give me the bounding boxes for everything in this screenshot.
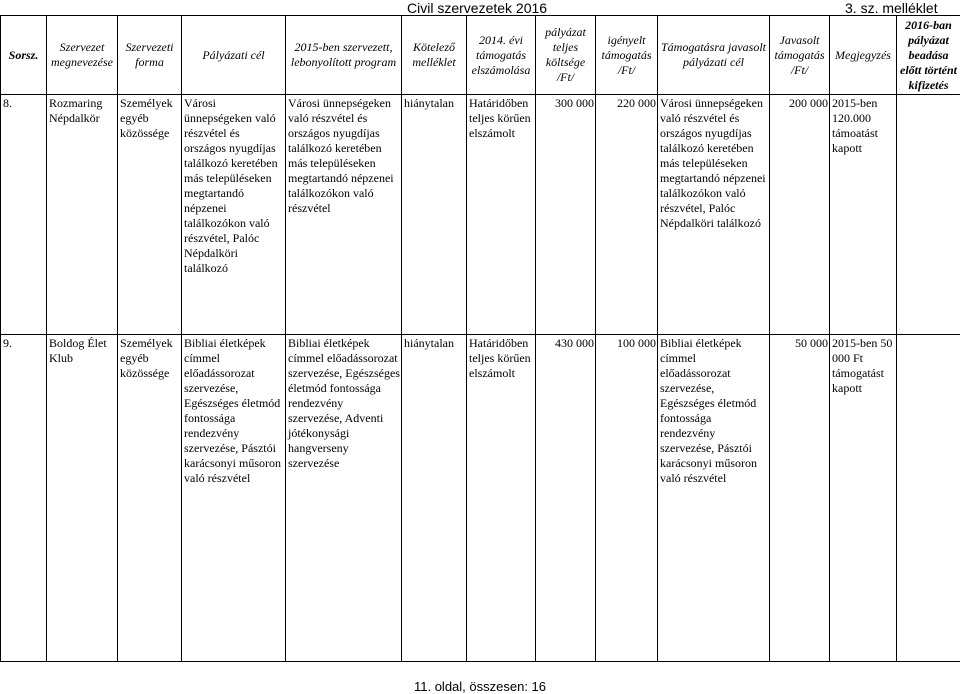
header-proposed-goal: Támogatásra javasolt pályázati cél [658,16,770,95]
header-row [1,16,960,95]
cell-goal: Városi ünnepségeken való részvétel és országos nyugdíjas találkozó keretében más településeken megtartandó népzenei találkozókon való részvétel, Palóc Népdalköri találkozó [182,95,286,335]
cell-requested: 220 000 [596,95,658,335]
cell-prepayment [897,335,960,662]
header-requested: igényelt támogatás /Ft/ [596,16,658,95]
cell-proposed-goal: Városi ünnepségeken való részvétel és országos nyugdíjas találkozó keretében más településeken megtartandó népzenei találkozókon való részvétel, Palóc Népdalköri találkozó [658,95,770,335]
cell-total-cost: 300 000 [536,95,596,335]
header-total-cost: pályázat teljes költsége /Ft/ [536,16,596,95]
header-settlement-2014: 2014. évi támogatás elszámolása [467,16,536,95]
cell-goal: Bibliai életképek címmel előadássorozat szervezése, Egészséges életmód fontossága rendezvény szervezése, Pásztói karácsonyi műsoron való részvétel [182,335,286,662]
cell-proposed-amount: 50 000 [770,335,830,662]
cell-proposed-amount: 200 000 [770,95,830,335]
header-name: Szervezet megnevezése [47,16,118,95]
cell-name: Boldog Élet Klub [47,335,118,662]
cell-attachment: hiánytalan [402,95,467,335]
cell-name: Rozmaring Népdalkör [47,95,118,335]
cell-no: 8. [1,95,47,335]
cell-prepayment [897,95,960,335]
cell-form: Személyek egyéb közössége [118,95,182,335]
header-form: Szervezeti forma [118,16,182,95]
table-row [1,95,960,335]
cell-attachment: hiánytalan [402,335,467,662]
cell-requested: 100 000 [596,335,658,662]
header-program-2015: 2015-ben szervezett, lebonyolított program [286,16,402,95]
cell-program-2015: Városi ünnepségeken való részvétel és országos nyugdíjas találkozó keretében más településeken megtartandó népzenei találkozókon való részvétel [286,95,402,335]
header-prepayment: 2016-ban pályázat beadása előtt történt kifizetés [897,16,960,95]
grant-table [0,15,960,662]
header-note: Megjegyzés [830,16,897,95]
header-goal: Pályázati cél [182,16,286,95]
cell-program-2015: Bibliai életképek címmel előadássorozat szervezése, Egészséges életmód fontossága rendezvény szervezése, Adventi jótékonysági hangverseny szervezése [286,335,402,662]
cell-settlement-2014: Határidőben teljes körűen elszámolt [467,335,536,662]
cell-total-cost: 430 000 [536,335,596,662]
header-attachment: Kötelező melléklet [402,16,467,95]
header-sorsz: Sorsz. [1,16,47,95]
cell-no: 9. [1,335,47,662]
page-footer: 11. oldal, összesen: 16 [413,679,546,694]
document-title: Civil szervezetek 2016 [407,0,548,16]
attachment-label: 3. sz. melléklet [845,0,938,16]
table-row [1,335,960,662]
cell-settlement-2014: Határidőben teljes körűen elszámolt [467,95,536,335]
cell-note: 2015-ben 120.000 támoatást kapott [830,95,897,335]
cell-proposed-goal: Bibliai életképek címmel előadássorozat szervezése, Egészséges életmód fontossága rendezvény szervezése, Pásztói karácsonyi műsoron való részvétel [658,335,770,662]
header-proposed-amount: Javasolt támogatás /Ft/ [770,16,830,95]
cell-note: 2015-ben 50 000 Ft támogatást kapott [830,335,897,662]
cell-form: Személyek egyéb közössége [118,335,182,662]
